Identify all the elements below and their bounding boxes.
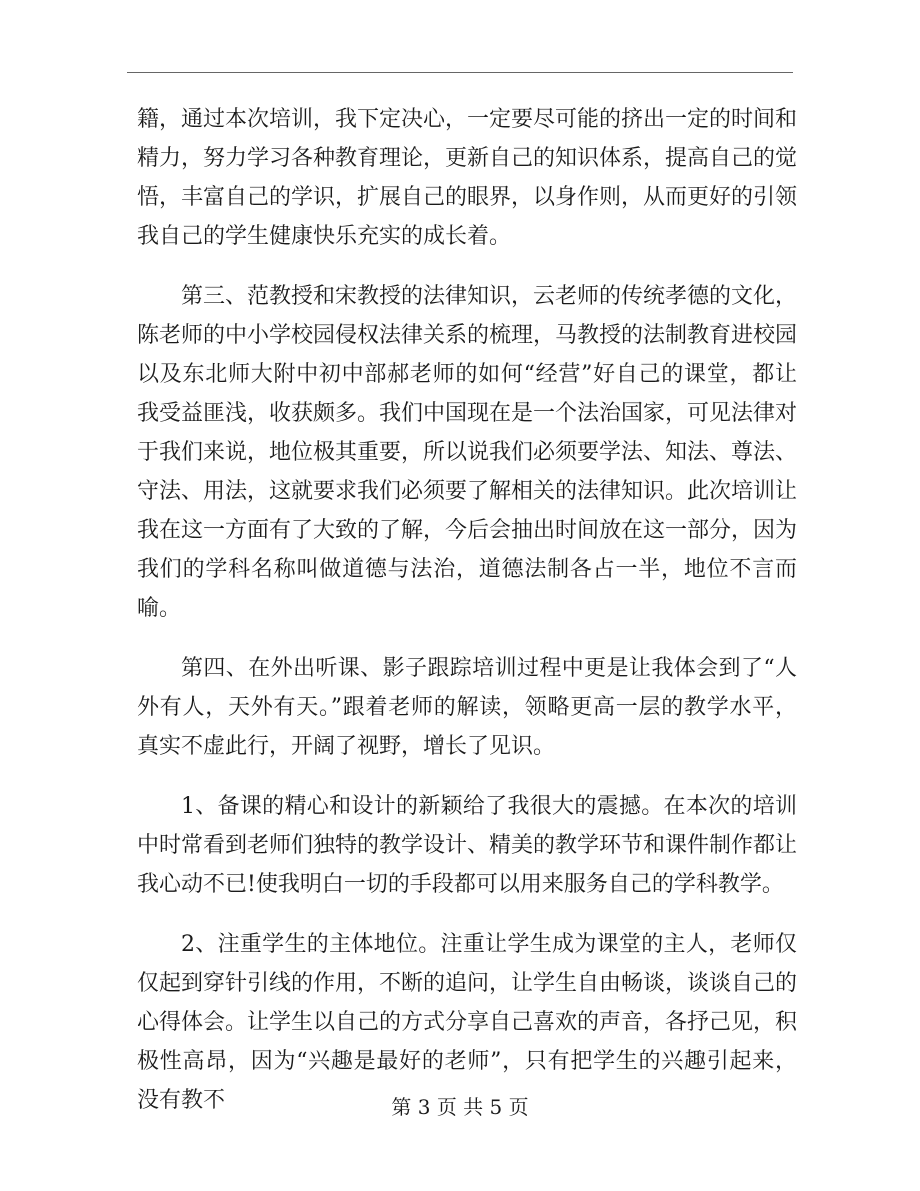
paragraph-continuation: 籍，通过本次培训，我下定决心，一定要尽可能的挤出一定的时间和精力，努力学习各种教育理论，更新自己的知识体系，提高自己的觉悟，丰富自己的学识，扩展自己的眼界，以身作则，从而更好的引领我自己的学生健康快乐充实的成长着。: [137, 107, 798, 249]
document-body: [137, 100, 797, 1120]
paragraph-lesson-preparation: 1、备课的精心和设计的新颖给了我很大的震撼。在本次的培训中时常看到老师们独特的教学设计、精美的教学环节和课件制作都让我心动不已!使我明白一切的手段都可以用来服务自己的学科教学。: [137, 794, 798, 897]
paragraph-law-knowledge: 第三、范教授和宋教授的法律知识，云老师的传统孝德的文化，陈老师的中小学校园侵权法律关系的梳理，马教授的法制教育进校园以及东北师大附中初中部郝老师的如何“经营”好自己的课堂，都让我受益匪浅，收获颇多。我们中国现在是一个法治国家，可见法律对于我们来说，地位极其重要，所以说我们必须要学法、知法、尊法、守法、用法，这就要求我们必须要了解相关的法律知识。此次培训让我在这一方面有了大致的了解，今后会抽出时间放在这一部分，因为我们的学科名称叫做道德与法治，道德法制各占一半，地位不言而喻。: [137, 284, 798, 621]
header-divider: [127, 72, 793, 73]
page-number: 第 3 页 共 5 页: [391, 1095, 529, 1119]
paragraph-student-centered: 2、注重学生的主体地位。注重让学生成为课堂的主人，老师仅仅起到穿针引线的作用，不断的追问，让学生自由畅谈，谈谈自己的心得体会。让学生以自己的方式分享自己喜欢的声音，各抒己见，积极性高昂，因为“兴趣是最好的老师”，只有把学生的兴趣引起来，没有教不: [137, 932, 798, 1113]
paragraph-observation: 第四、在外出听课、影子跟踪培训过程中更是让我体会到了“人外有人，天外有天。”跟着老师的解读，领略更高一层的教学水平，真实不虚此行，开阔了视野，增长了见识。: [137, 656, 797, 759]
